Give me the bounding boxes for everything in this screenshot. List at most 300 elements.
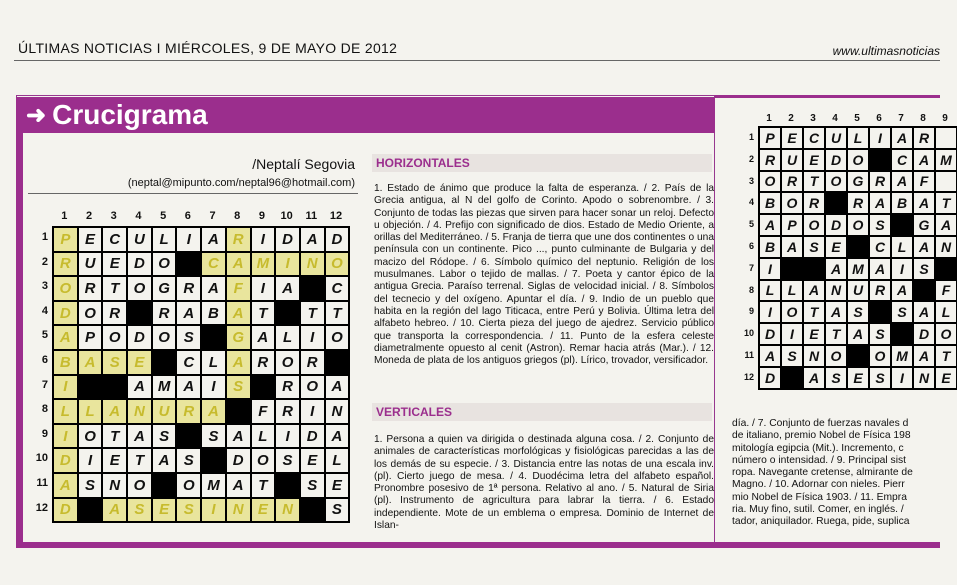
letter-cell[interactable]: O [152,325,177,350]
solution-letter-cell: R [803,192,825,214]
letter-cell[interactable]: I [275,424,300,449]
author-name: /Neptalí Segovia [252,156,355,172]
row-number: 3 [41,280,48,293]
section-left-bar [16,133,23,546]
letter-cell[interactable]: O [251,448,276,473]
letter-cell[interactable]: B [201,301,226,326]
letter-cell[interactable]: M [251,252,276,277]
solution-letter-cell: E [847,367,869,389]
letter-cell[interactable]: S [325,498,350,523]
solution-letter-cell: U [781,149,803,171]
letter-cell[interactable]: C [102,227,127,252]
solution-black-cell [803,258,825,280]
solution-letter-cell: R [759,149,781,171]
solution-letter-cell: C [869,236,891,258]
solution-letter-cell: O [935,323,957,345]
letter-cell[interactable]: P [78,325,103,350]
letter-cell[interactable]: E [78,227,103,252]
solution-letter-cell: L [891,236,913,258]
solution-letter-cell: A [781,236,803,258]
row-number: 4 [41,304,48,317]
solution-letter-cell: I [891,258,913,280]
solution-letter-cell: T [803,171,825,193]
letter-cell[interactable]: I [251,276,276,301]
continued-clue-line: ropa. Navegante cretense, almirante de [732,467,913,479]
letter-cell[interactable]: O [102,325,127,350]
letter-cell[interactable]: O [53,276,78,301]
continued-clue-line: mitología egipcia (Mit.). Incremento, c [732,442,904,454]
letter-cell[interactable]: O [176,473,201,498]
solution-letter-cell: A [803,280,825,302]
letter-cell[interactable]: I [251,227,276,252]
letter-cell[interactable]: A [176,375,201,400]
right-frame-bar [715,95,940,98]
letter-cell[interactable]: A [102,399,127,424]
solution-column-number: 8 [920,113,926,124]
letter-cell[interactable]: A [300,227,325,252]
letter-cell[interactable]: S [127,498,152,523]
letter-cell[interactable]: C [325,276,350,301]
solution-letter-cell [935,171,957,193]
letter-cell[interactable]: M [152,375,177,400]
solution-letter-cell: A [891,171,913,193]
solution-row-number: 10 [743,328,754,339]
letter-cell[interactable]: R [176,399,201,424]
letter-cell[interactable]: A [53,325,78,350]
author-email: (neptal@mipunto.com/neptal96@hotmail.com) [127,177,355,189]
solution-letter-cell: S [803,236,825,258]
solution-letter-cell: G [847,171,869,193]
solution-letter-cell: A [869,258,891,280]
letter-cell[interactable]: L [275,325,300,350]
letter-cell[interactable]: S [152,424,177,449]
solution-letter-cell [935,127,957,149]
letter-cell[interactable]: F [226,276,251,301]
solution-letter-cell: P [759,127,781,149]
letter-cell[interactable]: A [226,301,251,326]
letter-cell[interactable]: C [201,252,226,277]
letter-cell[interactable]: L [53,399,78,424]
solution-row-number: 1 [748,132,754,142]
solution-letter-cell: S [913,258,935,280]
solution-column-number: 7 [898,113,904,124]
letter-cell[interactable]: R [102,301,127,326]
solution-letter-cell: N [913,367,935,389]
letter-cell[interactable]: L [325,448,350,473]
solution-letter-cell: A [869,192,891,214]
letter-cell[interactable]: D [53,448,78,473]
solution-letter-cell: O [759,171,781,193]
black-cell [152,473,177,498]
letter-cell[interactable]: A [226,252,251,277]
letter-cell[interactable]: B [53,350,78,375]
continued-clue-line: mio Nobel de Física 1903. / 11. Empra [732,491,907,503]
letter-cell[interactable]: O [152,252,177,277]
letter-cell[interactable]: D [127,252,152,277]
solution-letter-cell: M [847,258,869,280]
solution-letter-cell: C [803,127,825,149]
letter-cell[interactable]: A [53,473,78,498]
column-number: 7 [209,210,216,222]
solution-letter-cell: E [935,367,957,389]
letter-cell[interactable]: M [201,473,226,498]
arrow-right-icon: ➜ [26,101,47,129]
solution-black-cell [913,280,935,302]
solution-letter-cell: U [825,127,847,149]
letter-cell[interactable]: N [127,399,152,424]
letter-cell[interactable]: U [152,399,177,424]
row-number: 1 [41,231,48,243]
letter-cell[interactable]: A [201,276,226,301]
solution-black-cell [869,149,891,171]
solution-letter-cell: L [781,280,803,302]
black-cell [102,375,127,400]
solution-letter-cell: L [935,301,957,323]
black-cell [127,301,152,326]
letter-cell[interactable]: R [275,399,300,424]
column-number: 3 [110,210,117,222]
letter-cell[interactable]: D [275,227,300,252]
solution-black-cell [935,258,957,280]
solution-black-cell [781,367,803,389]
letter-cell[interactable]: A [201,227,226,252]
letter-cell[interactable]: A [152,448,177,473]
letter-cell[interactable]: O [78,301,103,326]
continued-clue-line: día. / 7. Conjunto de fuerzas navales d [732,418,909,429]
letter-cell[interactable]: I [300,325,325,350]
letter-cell[interactable]: O [325,252,350,277]
column-number: 5 [160,210,167,222]
letter-cell[interactable]: I [300,399,325,424]
letter-cell[interactable]: A [201,399,226,424]
solution-letter-cell: O [847,214,869,236]
letter-cell[interactable]: A [78,350,103,375]
letter-cell[interactable]: D [226,448,251,473]
solution-black-cell [869,301,891,323]
solution-letter-cell: A [891,280,913,302]
letter-cell[interactable]: D [300,424,325,449]
horizontales-clues: 1. Estado de ánimo que produce la falta de esperanza. / 2. País de la Grecia antigua, al N del golfo de Corinto. Apodo o sobrenombre. / 3. Conjunto de todas las piezas que sirven para hacer sonar un reloj. Defecto u objeción. / 4. Prefijo con significado de dios. Estado de Medio Oriente, a orillas del Mediterráneo. / 5. Franja de tierra que une dos continentes o una península con un continente. Pico ..., punto culminante de Bulgaria y del macizo del Ródope. / 6. Símbolo químico del neptunio. Religión de los musulmanes. Labor o tejido de mallas. / 7. Poeta y cantor épico de la antigua Grecia. Paraíso terrenal. Siglas de velocidad inicial. / 8. Símbolos del tecnecio y del oxígeno. Apuntar el día. / 9. Indio de un pueblo que habita en la región del lago Titicaca, entre Perú y Bolivia. Última letra del alfabeto hebreo. / 10. Cierta pieza del juego de ajedrez. Servicio público que transporta la correspondencia. / 11. Punto de la esfera celeste diametralmente opuesto al cenit (Astron). Remar hacia atrás (Mar.). / 12. Moneda de plata de los antiguos griegos (pl). Lírico, trovador, versificador. [374,183,714,367]
solution-letter-cell: B [891,192,913,214]
solution-letter-cell: D [759,323,781,345]
letter-cell[interactable]: D [127,325,152,350]
continued-clue-line: número o intensidad. / 9. Principal sist [732,454,906,466]
solution-black-cell [847,236,869,258]
letter-cell[interactable]: R [226,227,251,252]
letter-cell[interactable]: L [251,424,276,449]
solution-letter-cell: E [781,127,803,149]
solution-row-number: 7 [748,262,754,273]
letter-cell[interactable]: A [251,325,276,350]
letter-cell[interactable]: G [152,276,177,301]
solution-letter-cell: R [869,280,891,302]
solution-letter-cell: O [869,345,891,367]
letter-cell[interactable]: S [176,325,201,350]
letter-cell[interactable]: L [201,350,226,375]
black-cell [201,325,226,350]
letter-cell[interactable]: U [78,252,103,277]
solution-letter-cell: N [803,345,825,367]
solution-letter-cell: A [825,258,847,280]
row-number: 8 [41,403,48,416]
solution-letter-cell: S [825,367,847,389]
letter-cell[interactable]: U [127,227,152,252]
solution-letter-cell: R [869,171,891,193]
letter-cell[interactable]: T [300,301,325,326]
letter-cell[interactable]: O [325,325,350,350]
solution-black-cell [891,323,913,345]
letter-cell[interactable]: T [127,448,152,473]
black-cell [78,375,103,400]
letter-cell[interactable]: N [325,399,350,424]
solution-letter-cell: A [913,345,935,367]
column-number: 10 [280,210,293,222]
continued-clue-line: de italiano, premio Nobel de Física 198 [732,430,911,442]
letter-cell[interactable]: L [78,399,103,424]
solution-letter-cell: O [847,149,869,171]
column-number: 12 [329,210,343,222]
row-number: 6 [41,354,48,366]
letter-cell[interactable]: E [325,473,350,498]
letter-cell[interactable]: C [176,350,201,375]
letter-cell[interactable]: A [275,276,300,301]
letter-cell[interactable]: S [176,498,201,523]
solution-letter-cell: A [935,214,957,236]
solution-letter-cell: I [891,367,913,389]
letter-cell[interactable]: E [127,350,152,375]
solution-column-number: 2 [788,113,794,124]
letter-cell[interactable]: R [152,301,177,326]
black-cell [325,350,350,375]
letter-cell[interactable]: I [275,252,300,277]
letter-cell[interactable]: D [53,301,78,326]
letter-cell[interactable]: R [275,375,300,400]
continued-clues [732,418,952,529]
letter-cell[interactable]: L [152,227,177,252]
solution-letter-cell: S [847,301,869,323]
solution-column-number: 4 [832,113,838,124]
letter-cell[interactable]: O [275,350,300,375]
letter-cell[interactable]: R [78,276,103,301]
solution-row-number: 9 [748,306,754,317]
row-number: 10 [35,452,48,465]
solution-row-number: 3 [748,175,754,186]
section-bottom-bar [16,542,940,548]
continued-clue-line: Magno. / 10. Adornar con nieles. Pierr [732,479,905,491]
black-cell [176,424,201,449]
solution-black-cell [781,258,803,280]
verticales-heading: VERTICALES [372,403,712,421]
solution-letter-cell: E [825,236,847,258]
black-cell [78,498,103,523]
black-cell [226,399,251,424]
letter-cell[interactable]: E [102,448,127,473]
solution-letter-cell: U [847,280,869,302]
letter-cell[interactable]: A [226,424,251,449]
solution-row-number: 5 [748,219,754,230]
row-number: 7 [41,378,48,391]
solution-letter-cell: D [759,367,781,389]
letter-cell[interactable]: E [102,252,127,277]
newspaper-header: ÚLTIMAS NOTICIAS I MIÉRCOLES, 9 DE MAYO DE 2012 [18,40,398,56]
letter-cell[interactable]: T [251,473,276,498]
solution-letter-cell: F [935,280,957,302]
letter-cell[interactable]: T [251,301,276,326]
solution-letter-cell: D [825,214,847,236]
verticales-clues: 1. Persona a quien va dirigida o destinada alguna cosa. / 2. Conjunto de animales de características morfológicas y fisiológicas parecidas a las de los demás de su especie. / 3. Distancia entre las notas de una escala inv. (pl). Cierto juego de mesa. / 4. Duodécima letra del alfabeto español. Pronombre posesivo de 1ª persona. Relativo al ano. / 5. Natural de Siria (pl). Instrumento de agricultura para labrar la tierra. / 6. Estado independiente. Mote de un emblema o empresa. Dominio de Internet de Islan- [374,434,714,532]
solution-letter-cell: O [803,214,825,236]
solution-letter-cell: R [913,127,935,149]
letter-cell[interactable]: A [226,473,251,498]
solution-letter-cell: L [847,127,869,149]
solution-letter-cell: A [825,301,847,323]
letter-cell[interactable]: P [53,227,78,252]
letter-cell[interactable]: A [127,375,152,400]
solution-letter-cell: I [759,301,781,323]
solution-letter-cell: R [847,192,869,214]
author-rule [28,193,358,194]
row-number: 2 [41,255,48,268]
solution-grid [758,126,957,390]
letter-cell[interactable]: S [226,375,251,400]
solution-black-cell [847,345,869,367]
letter-cell[interactable]: T [325,301,350,326]
horizontales-heading: HORIZONTALES [372,154,712,172]
solution-letter-cell: I [869,127,891,149]
letter-cell[interactable]: G [226,325,251,350]
letter-cell[interactable]: N [226,498,251,523]
solution-column-number: 9 [942,113,948,124]
column-number: 2 [85,210,93,222]
letter-cell[interactable]: S [102,350,127,375]
column-number: 11 [305,210,318,222]
solution-column-number: 3 [810,113,816,124]
letter-cell[interactable]: O [300,375,325,400]
solution-row-number: 12 [743,371,754,382]
letter-cell[interactable]: D [325,227,350,252]
column-number: 8 [234,210,241,222]
letter-cell[interactable]: I [201,375,226,400]
letter-cell[interactable]: R [176,276,201,301]
letter-cell[interactable]: S [275,448,300,473]
letter-cell[interactable]: O [127,473,152,498]
letter-cell[interactable]: R [251,350,276,375]
solution-letter-cell: C [891,149,913,171]
letter-cell[interactable]: S [78,473,103,498]
solution-letter-cell: L [759,280,781,302]
solution-letter-cell: S [891,301,913,323]
solution-letter-cell: F [913,171,935,193]
header-rule [14,60,940,61]
letter-cell[interactable]: R [53,252,78,277]
letter-cell[interactable]: A [176,301,201,326]
column-number: 4 [135,210,142,222]
letter-cell[interactable]: I [53,424,78,449]
solution-black-cell [825,192,847,214]
solution-letter-cell: E [803,323,825,345]
solution-letter-cell: O [825,345,847,367]
solution-letter-cell: N [825,280,847,302]
solution-row-number: 6 [748,241,754,251]
letter-cell[interactable]: A [325,424,350,449]
solution-letter-cell: A [803,367,825,389]
letter-cell[interactable]: E [152,498,177,523]
crossword-grid[interactable] [52,226,350,523]
continued-clue-line: tador, aniquilador. Ruega, pide, suplica [732,516,910,528]
solution-letter-cell: M [935,149,957,171]
solution-column-number: 6 [876,113,882,124]
solution-row-number: 8 [748,284,754,295]
solution-letter-cell: I [759,258,781,280]
letter-cell[interactable]: S [176,448,201,473]
letter-cell[interactable]: R [300,350,325,375]
section-title-text: Crucigrama [52,99,208,130]
solution-row-number: 2 [748,153,754,164]
row-number: 12 [35,501,48,514]
solution-black-cell [891,214,913,236]
solution-letter-cell: S [781,345,803,367]
black-cell [300,498,325,523]
letter-cell[interactable]: N [300,252,325,277]
letter-cell[interactable]: O [78,424,103,449]
solution-letter-cell: A [847,323,869,345]
black-cell [275,473,300,498]
letter-cell[interactable]: A [127,424,152,449]
letter-cell[interactable]: F [251,399,276,424]
solution-letter-cell: T [935,345,957,367]
site-url[interactable]: www.ultimasnoticias [832,44,940,58]
solution-letter-cell: B [759,192,781,214]
letter-cell[interactable]: T [102,424,127,449]
solution-letter-cell: S [869,323,891,345]
row-number: 11 [36,477,48,489]
solution-letter-cell: A [891,127,913,149]
solution-letter-cell: T [803,301,825,323]
letter-cell[interactable]: E [300,448,325,473]
letter-cell[interactable]: I [53,375,78,400]
letter-cell[interactable]: I [78,448,103,473]
solution-column-number: 1 [766,113,772,124]
solution-letter-cell: R [781,171,803,193]
letter-cell[interactable]: N [102,473,127,498]
section-title [26,96,208,134]
solution-letter-cell: M [891,345,913,367]
letter-cell[interactable]: A [325,375,350,400]
letter-cell[interactable]: T [102,276,127,301]
letter-cell[interactable]: A [226,350,251,375]
black-cell [251,375,276,400]
column-number: 6 [184,210,191,222]
column-number: 9 [258,210,265,222]
letter-cell[interactable]: I [201,498,226,523]
black-cell [201,448,226,473]
solution-letter-cell: E [803,149,825,171]
letter-cell[interactable]: A [102,498,127,523]
letter-cell[interactable]: S [201,424,226,449]
letter-cell[interactable]: D [53,498,78,523]
solution-column-number: 5 [854,113,860,124]
letter-cell[interactable]: S [300,473,325,498]
solution-letter-cell: B [759,236,781,258]
solution-letter-cell: O [781,192,803,214]
letter-cell[interactable]: E [251,498,276,523]
letter-cell[interactable]: N [275,498,300,523]
column-number: 1 [61,210,68,222]
letter-cell[interactable]: O [127,276,152,301]
letter-cell[interactable]: I [176,227,201,252]
black-cell [152,350,177,375]
black-cell [275,301,300,326]
